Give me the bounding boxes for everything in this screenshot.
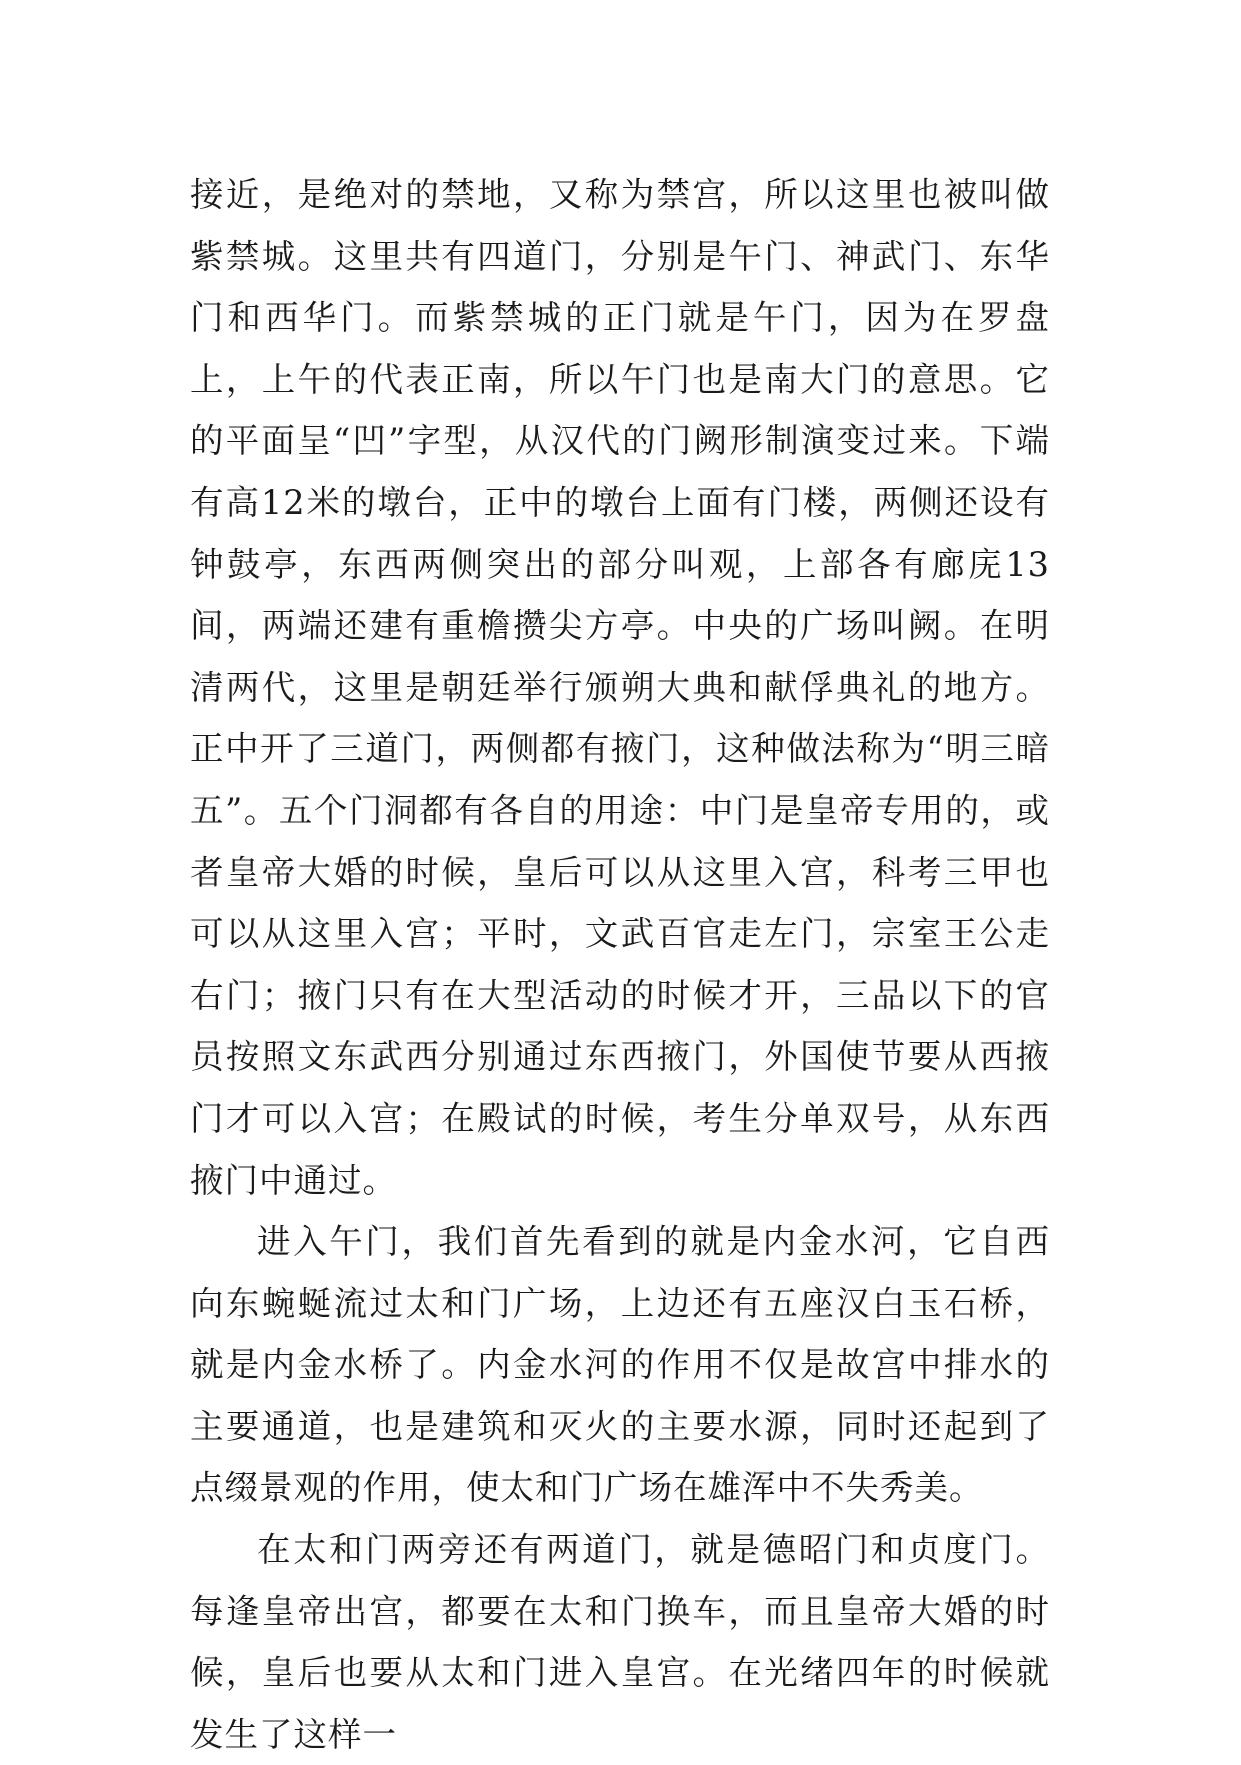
paragraph-continued: 接近，是绝对的禁地，又称为禁宫，所以这里也被叫做紫禁城。这里共有四道门，分别是午门、神武门、东华门和西华门。而紫禁城的正门就是午门，因为在罗盘上，上午的代表正南，所以午门也是南大门的意思。它的平面呈“凹”字型，从汉代的门阙形制演变过来。下端有高12米的墩台，正中的墩台上面有门楼，两侧还设有钟鼓亭，东西两侧突出的部分叫观，上部各有廊庑13间，两端还建有重檐攒尖方亭。中央的广场叫阙。在明清两代，这里是朝廷举行颁朔大典和献俘典礼的地方。正中开了三道门，两侧都有掖门，这种做法称为“明三暗五”。五个门洞都有各自的用途：中门是皇帝专用的，或者皇帝大婚的时候，皇后可以从这里入宫，科考三甲也可以从这里入宫；平时，文武百官走左门，宗室王公走右门；掖门只有在大型活动的时候才开，三品以下的官员按照文东武西分别通过东西掖门，外国使节要从西掖门才可以入宫；在殿试的时候，考生分单双号，从东西掖门中通过。 bbox=[190, 175, 1050, 1200]
paragraph-gate-of-supreme-harmony: 在太和门两旁还有两道门，就是德昭门和贞度门。每逢皇帝出宫，都要在太和门换车，而且皇帝大婚的时候，皇后也要从太和门进入皇宫。在光绪四年的时候就发生了这样一 bbox=[190, 1530, 1050, 1754]
body-text bbox=[190, 164, 1050, 1765]
paragraph-inner-golden-water-river: 进入午门，我们首先看到的就是内金水河，它自西向东蜿蜒流过太和门广场，上边还有五座汉白玉石桥，就是内金水桥了。内金水河的作用不仅是故宫中排水的主要通道，也是建筑和灭火的主要水源，同时还起到了点缀景观的作用，使太和门广场在雄浑中不失秀美。 bbox=[190, 1222, 1050, 1508]
